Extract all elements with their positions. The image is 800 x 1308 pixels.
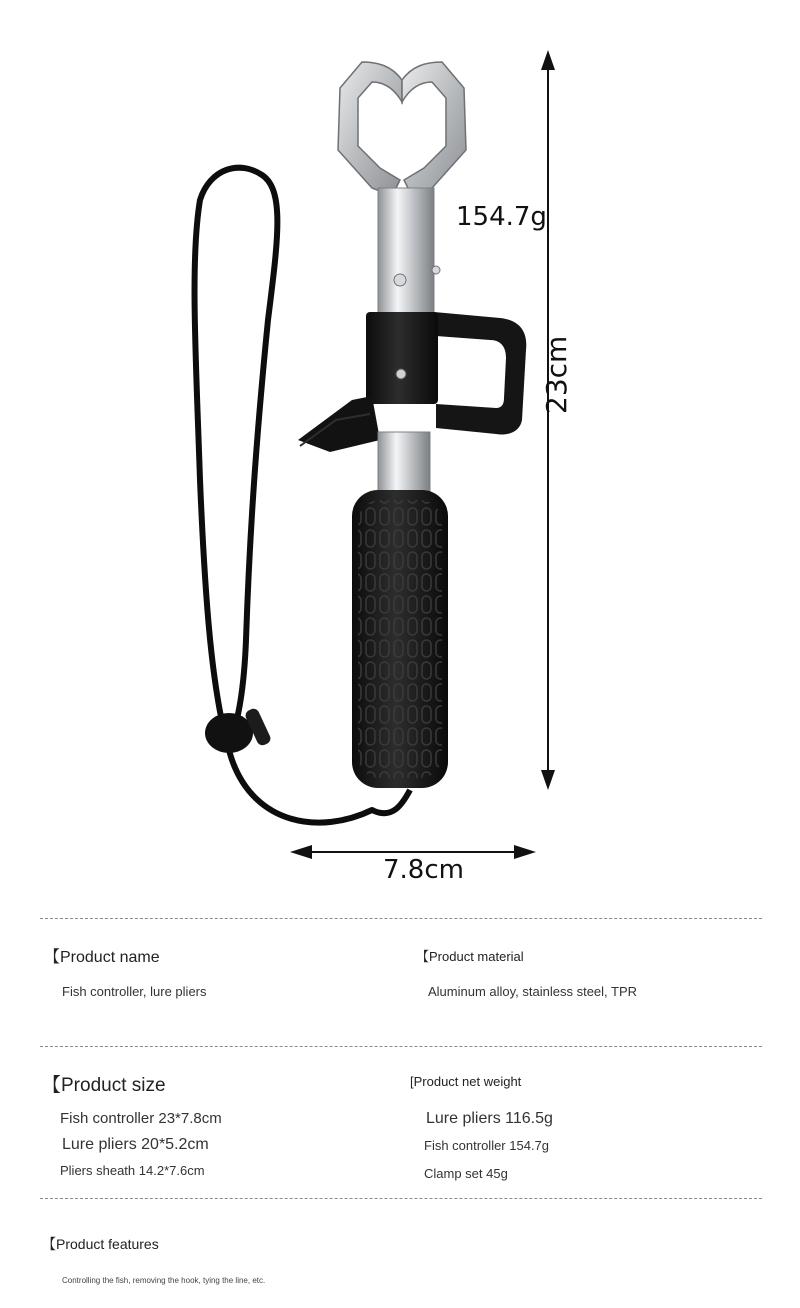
net-weight-item: Lure pliers 116.5g bbox=[426, 1110, 553, 1127]
steel-jaws bbox=[338, 62, 466, 196]
product-name-title: 【Product name bbox=[44, 949, 160, 966]
product-features-title: 【Product features bbox=[42, 1236, 159, 1252]
divider bbox=[40, 1046, 762, 1047]
net-weight-item: Clamp set 45g bbox=[424, 1166, 508, 1181]
divider bbox=[40, 1198, 762, 1199]
size-item: Lure pliers 20*5.2cm bbox=[62, 1136, 209, 1153]
product-material-value: Aluminum alloy, stainless steel, TPR bbox=[428, 984, 638, 999]
size-item: Pliers sheath 14.2*7.6cm bbox=[60, 1163, 205, 1178]
net-weight-item: Fish controller 154.7g bbox=[424, 1138, 550, 1153]
trigger-head bbox=[298, 312, 526, 452]
size-item: Fish controller 23*7.8cm bbox=[60, 1110, 222, 1127]
product-net-weight-title: [Product net weight bbox=[410, 1074, 522, 1089]
rubber-handle bbox=[352, 490, 448, 788]
product-material-title: 【Product material bbox=[416, 949, 524, 964]
upper-shaft bbox=[378, 188, 434, 320]
height-dimension-arrow bbox=[541, 50, 555, 790]
height-label: 23cm bbox=[540, 335, 573, 414]
weight-label: 154.7g bbox=[456, 202, 547, 232]
width-label: 7.8cm bbox=[383, 855, 464, 885]
lower-shaft bbox=[378, 432, 430, 496]
product-name-value: Fish controller, lure pliers bbox=[62, 984, 207, 999]
divider bbox=[40, 918, 762, 919]
product-features-value: Controlling the fish, removing the hook, tying the line, etc. bbox=[62, 1276, 266, 1285]
product-size-title: 【Product size bbox=[42, 1075, 166, 1096]
